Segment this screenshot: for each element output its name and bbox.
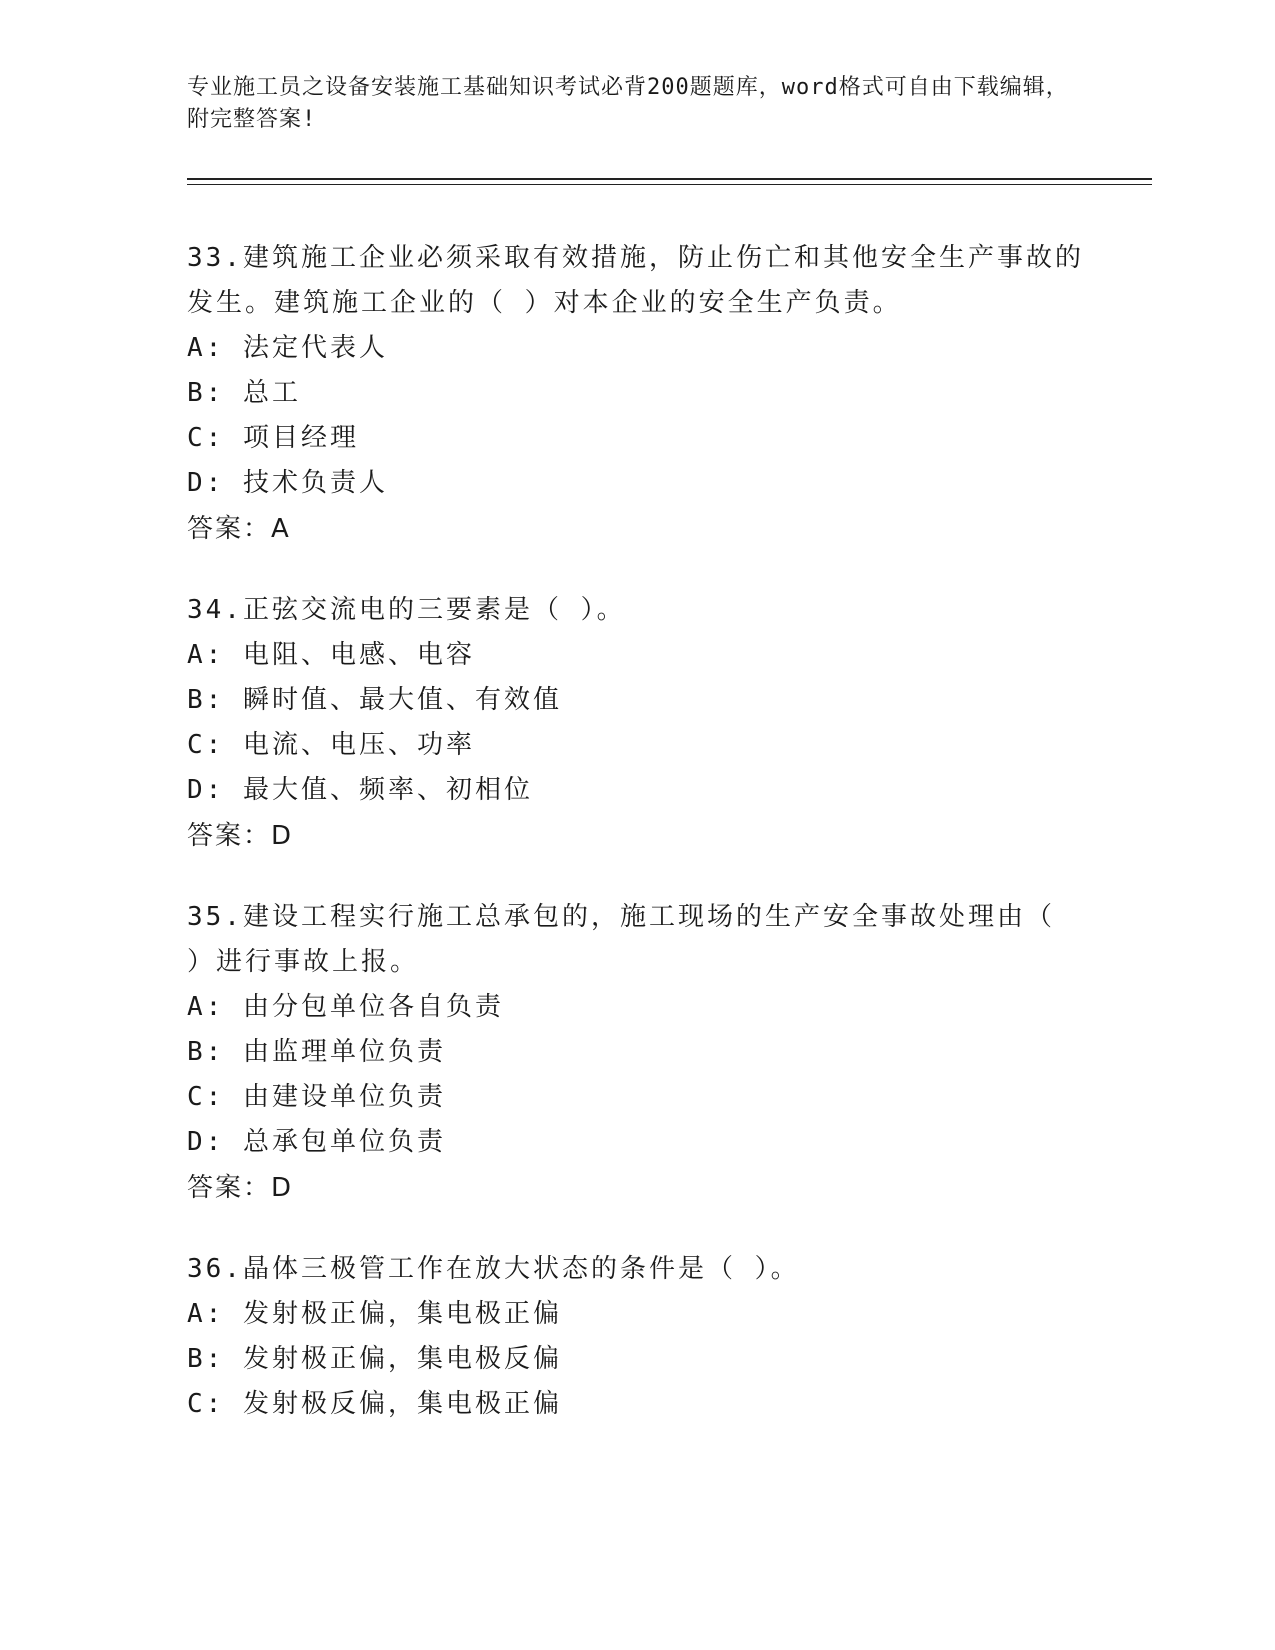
option-b: B: 由监理单位负责: [187, 1037, 446, 1067]
option-d: D: 总承包单位负责: [187, 1127, 446, 1157]
option-d: D: 最大值、频率、初相位: [187, 775, 533, 805]
question-33: [187, 236, 1087, 552]
question-36: [187, 1247, 1087, 1427]
option-a: A: 由分包单位各自负责: [187, 992, 504, 1022]
question-text: 35.建设工程实行施工总承包的，施工现场的生产安全事故处理由（ ）进行事故上报。: [187, 902, 1055, 977]
option-c: C: 项目经理: [187, 423, 359, 453]
question-list: [187, 236, 1087, 1463]
option-a: A: 发射极正偏，集电极正偏: [187, 1299, 562, 1329]
option-c: C: 发射极反偏，集电极正偏: [187, 1389, 562, 1419]
answer: 答案：A: [187, 514, 291, 544]
option-d: D: 技术负责人: [187, 468, 388, 498]
question-34: [187, 588, 1087, 859]
option-b: B: 瞬时值、最大值、有效值: [187, 685, 562, 715]
option-c: C: 电流、电压、功率: [187, 730, 475, 760]
question-text: 33.建筑施工企业必须采取有效措施，防止伤亡和其他安全生产事故的发生。建筑施工企业的（ ）对本企业的安全生产负责。: [187, 243, 1084, 318]
option-a: A: 法定代表人: [187, 333, 388, 363]
option-c: C: 由建设单位负责: [187, 1082, 446, 1112]
question-text: 34.正弦交流电的三要素是（ ）。: [187, 595, 626, 625]
answer: 答案：D: [187, 1173, 294, 1203]
answer: 答案：D: [187, 821, 294, 851]
option-b: B: 发射极正偏，集电极反偏: [187, 1344, 562, 1374]
question-35: [187, 895, 1087, 1211]
document-header: 专业施工员之设备安装施工基础知识考试必背200题题库，word格式可自由下载编辑，附完整答案!: [187, 75, 1069, 132]
option-a: A: 电阻、电感、电容: [187, 640, 475, 670]
option-b: B: 总工: [187, 378, 301, 408]
header-divider-thick: [187, 178, 1152, 180]
header-divider-thin: [187, 184, 1152, 185]
question-text: 36.晶体三极管工作在放大状态的条件是（ ）。: [187, 1254, 800, 1284]
